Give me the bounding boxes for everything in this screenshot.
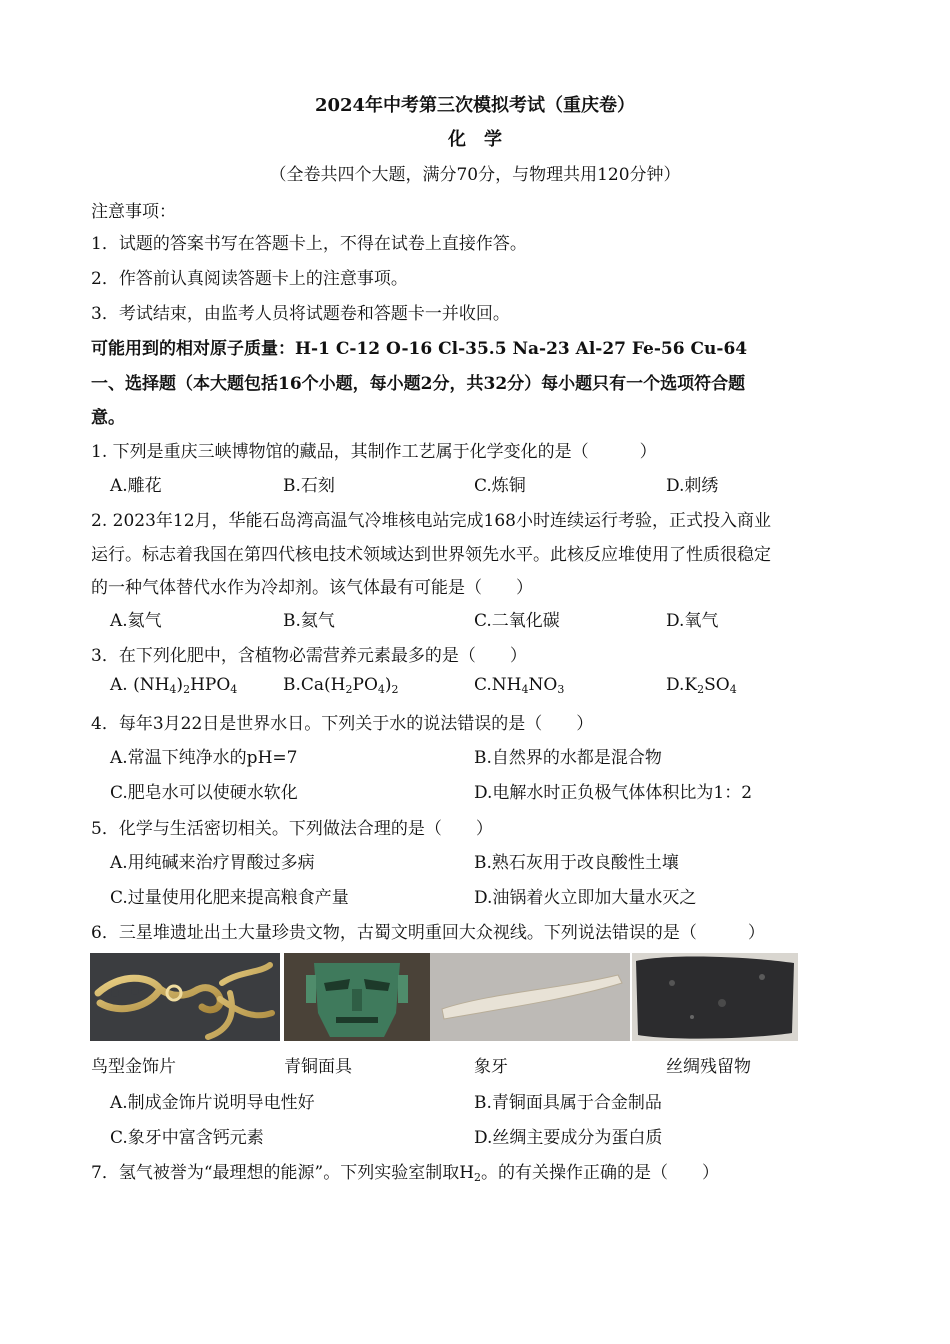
gold-ornament-image: [90, 953, 280, 1041]
subject-title: 化 学: [448, 129, 502, 150]
q2-option-d: D.氧气: [666, 611, 719, 631]
question-4-stem: 4．每年3月22日是世界水日。下列关于水的说法错误的是（ ）: [91, 714, 594, 734]
q1-option-b: B.石刻: [283, 476, 335, 496]
q6-option-b: B.青铜面具属于合金制品: [474, 1093, 662, 1113]
q2-option-c: C.二氧化碳: [474, 611, 560, 631]
notice-item: 2．作答前认真阅读答题卡上的注意事项。: [91, 269, 408, 289]
section1-heading: 一、选择题（本大题包括16个小题，每小题2分，共32分）每小题只有一个选项符合题: [91, 374, 746, 394]
q2-option-a: A.氦气: [110, 611, 162, 631]
atomic-masses: 可能用到的相对原子质量：H-1 C-12 O-16 Cl-35.5 Na-23 Al-27 Fe-56 Cu-64: [91, 339, 748, 359]
q4-option-b: B.自然界的水都是混合物: [474, 748, 662, 768]
question-3-stem: 3．在下列化肥中，含植物必需营养元素最多的是（ ）: [91, 646, 527, 666]
q4-option-d: D.电解水时正负极气体体积比为1：2: [474, 783, 753, 803]
image-caption: 鸟型金饰片: [91, 1057, 176, 1077]
q6-option-c: C.象牙中富含钙元素: [110, 1128, 264, 1148]
q5-option-b: B.熟石灰用于改良酸性土壤: [474, 853, 679, 873]
question-1-stem: 1. 下列是重庆三峡博物馆的藏品，其制作工艺属于化学变化的是（ ）: [91, 442, 657, 462]
ivory-image: [430, 953, 630, 1041]
question-7-stem: 7．氢气被誉为“最理想的能源”。下列实验室制取$H_2$。的有关操作正确的是（ ）: [91, 1163, 720, 1184]
notices-heading: 注意事项：: [91, 202, 176, 222]
bronze-mask-image: [284, 953, 430, 1041]
image-caption: 丝绸残留物: [666, 1057, 751, 1077]
section1-heading-cont: 意。: [91, 408, 125, 428]
q3-option-c: $C.NH_4NO_3$: [474, 675, 565, 696]
exam-title: 2024年中考第三次模拟考试（重庆卷）: [314, 95, 636, 116]
q3-option-d: $D.K_2SO_4$: [666, 675, 737, 696]
q5-option-c: C.过量使用化肥来提高粮食产量: [110, 888, 349, 908]
q5-option-a: A.用纯碱来治疗胃酸过多病: [110, 853, 315, 873]
silk-residue-image: [632, 953, 798, 1041]
question-6-stem: 6．三星堆遗址出土大量珍贵文物，古蜀文明重回大众视线。下列说法错误的是（ ）: [91, 923, 765, 943]
q1-option-a: A.雕花: [110, 476, 162, 496]
notice-item: 3．考试结束，由监考人员将试题卷和答题卡一并收回。: [91, 304, 510, 324]
question-2-line3: 的一种气体替代水作为冷却剂。该气体最有可能是（ ）: [91, 578, 533, 598]
q4-option-c: C.肥皂水可以使硬水软化: [110, 783, 298, 803]
q6-option-a: A.制成金饰片说明导电性好: [110, 1093, 315, 1113]
q5-option-d: D.油锅着火立即加大量水灭之: [474, 888, 697, 908]
q3-option-b: $B.Ca(H_2PO_4)_2$: [283, 675, 399, 696]
q2-option-b: B.氦气: [283, 611, 335, 631]
q1-option-c: C.炼铜: [474, 476, 526, 496]
question-5-stem: 5．化学与生活密切相关。下列做法合理的是（ ）: [91, 819, 493, 839]
q1-option-d: D.刺绣: [666, 476, 719, 496]
q3-option-a: A. $(NH_4)_2HPO_4$: [110, 675, 238, 696]
image-caption: 象牙: [474, 1057, 508, 1077]
q4-option-a: A.常温下纯净水的pH=7: [110, 748, 298, 768]
notice-item: 1．试题的答案书写在答题卡上，不得在试卷上直接作答。: [91, 234, 527, 254]
q6-option-d: D.丝绸主要成分为蛋白质: [474, 1128, 663, 1148]
question-2-line2: 运行。标志着我国在第四代核电技术领域达到世界领先水平。此核反应堆使用了性质很稳定: [91, 545, 771, 565]
question-2-line1: 2. 2023年12月，华能石岛湾高温气冷堆核电站完成168小时连续运行考验，正式投入商业: [91, 511, 771, 531]
exam-note: （全卷共四个大题，满分70分，与物理共用120分钟）: [269, 165, 681, 185]
image-caption: 青铜面具: [284, 1057, 352, 1077]
